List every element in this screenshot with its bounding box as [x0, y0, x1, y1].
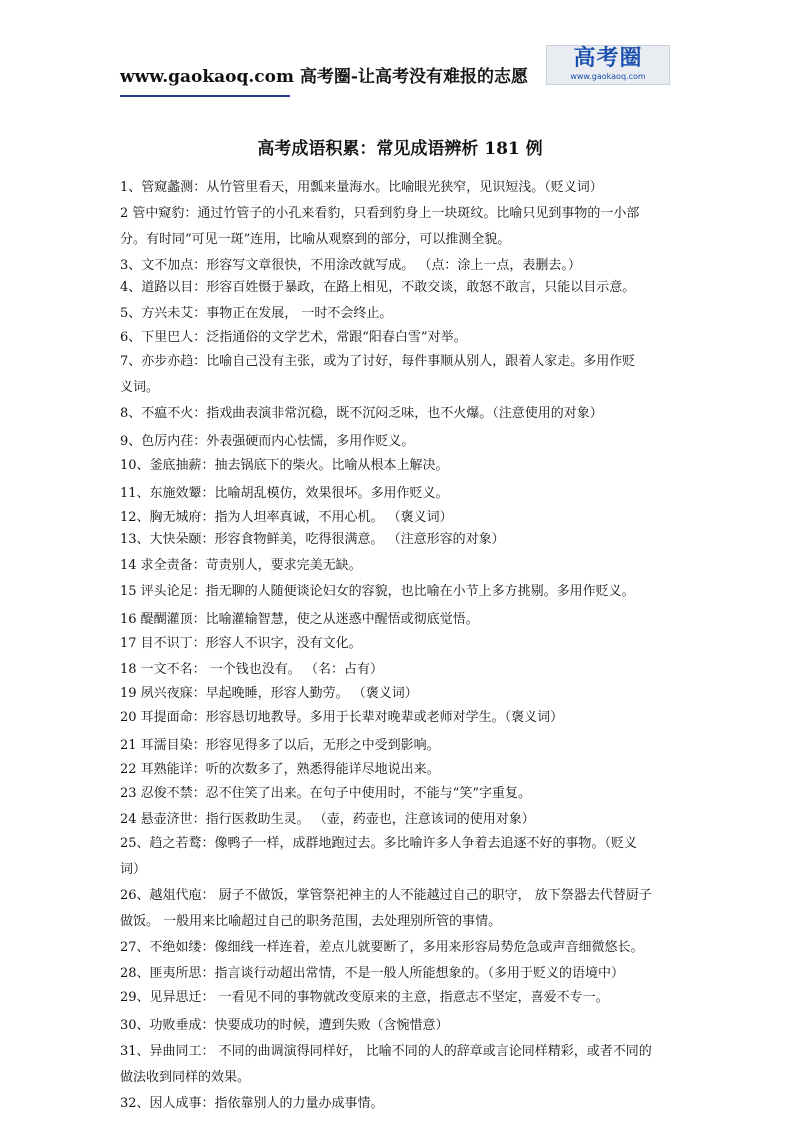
entry-line: 23 忍俊不禁：忍不住笑了出来。在句子中使用时，不能与“笑”字重复。: [120, 786, 531, 801]
logo-main-text: 高考圈: [573, 46, 643, 71]
header-site-text: www.gaokaoq.com 高考圈-让高考没有难报的志愿: [120, 67, 528, 87]
entry-line: 做法收到同样的效果。: [120, 1070, 251, 1085]
entry-line: 24 悬壶济世：指行医救助生灵。 （壶，药壶也，注意该词的使用对象）: [120, 812, 535, 827]
entry-line: 17 目不识丁：形容人不识字，没有文化。: [120, 636, 362, 651]
entry-line: 5、方兴未艾：事物正在发展， 一时不会终止。: [120, 306, 393, 321]
entry-line: 32、因人成事：指依靠别人的力量办成事情。: [120, 1096, 384, 1111]
entry-line: 1、管窥蠡测：从竹管里看天，用瓢来量海水。比喻眼光狭窄，见识短浅。（贬义词）: [120, 180, 603, 195]
entry-line: 分。有时同“可见一斑”连用，比喻从观察到的部分，可以推测全貌。: [120, 232, 511, 247]
entry-line: 词）: [120, 862, 147, 877]
entry-line: 做饭。 一般用来比喻超过自己的职务范围，去处理别所管的事情。: [120, 914, 502, 929]
entry-line: 9、色厉内荏：外表强硬而内心怯懦，多用作贬义。: [120, 434, 415, 449]
entry-line: 21 耳濡目染：形容见得多了以后，无形之中受到影响。: [120, 738, 440, 753]
entry-line: 10、釜底抽薪：抽去锅底下的柴火。比喻从根本上解决。: [120, 458, 449, 473]
entry-line: 7、亦步亦趋：比喻自己没有主张，或为了讨好，每件事顺从别人，跟着人家走。多用作贬: [120, 354, 636, 369]
entry-line: 16 醍醐灌顶：比喻灌输智慧，使之从迷惑中醒悟或彻底觉悟。: [120, 612, 479, 627]
entry-line: 31、异曲同工： 不同的曲调演得同样好， 比喻不同的人的辞章或言论同样精彩，或者不同的: [120, 1044, 652, 1059]
entry-line: 11、东施效颦：比喻胡乱模仿，效果很坏。多用作贬义。: [120, 486, 449, 501]
entry-line: 4、道路以目：形容百姓慑于暴政，在路上相见，不敢交谈，敢怒不敢言，只能以目示意。: [120, 280, 636, 295]
entry-line: 3、文不加点：形容写文章很快，不用涂改就写成。 （点：涂上一点，表删去。）: [120, 258, 581, 273]
entry-line: 30、功败垂成：快要成功的时候，遭到失败（含惋惜意）: [120, 1018, 449, 1033]
header-underline: [120, 95, 290, 97]
entry-line: 19 夙兴夜寐：早起晚睡，形容人勤劳。 （褒义词）: [120, 686, 418, 701]
entry-line: 2 管中窥豹：通过竹管子的小孔来看豹，只看到豹身上一块斑纹。比喻只见到事物的一小部: [120, 206, 640, 221]
entry-line: 义词。: [120, 380, 160, 395]
gaokaoq-logo: [546, 45, 670, 85]
entry-line: 29、见异思迁： 一看见不同的事物就改变原来的主意，指意志不坚定，喜爱不专一。: [120, 990, 609, 1005]
entry-line: 22 耳熟能详：听的次数多了，熟悉得能详尽地说出来。: [120, 762, 440, 777]
entry-line: 14 求全责备：苛责别人，要求完美无缺。: [120, 558, 362, 573]
entry-line: 28、匪夷所思：指言谈行动超出常情，不是一般人所能想象的。（多用于贬义的语境中）: [120, 966, 625, 981]
entry-line: 26、越俎代庖： 厨子不做饭，掌管祭祀神主的人不能越过自己的职守， 放下祭器去代替厨子: [120, 888, 652, 903]
entry-line: 8、不瘟不火：指戏曲表演非常沉稳，既不沉闷乏味，也不火爆。（注意使用的对象）: [120, 406, 603, 421]
entry-line: 12、胸无城府：指为人坦率真诚，不用心机。 （褒义词）: [120, 510, 453, 525]
entry-line: 15 评头论足：指无聊的人随便谈论妇女的容貌，也比喻在小节上多方挑剔。多用作贬义。: [120, 584, 635, 599]
entry-line: 25、趋之若鹜：像鸭子一样，成群地跑过去。多比喻许多人争着去追逐不好的事物。（贬义: [120, 836, 638, 851]
entry-line: 13、大快朵颐：形容食物鲜美，吃得很满意。 （注意形容的对象）: [120, 532, 505, 547]
entry-line: 27、不绝如缕：像细线一样连着，差点儿就要断了，多用来形容局势危急或声音细微悠长。: [120, 940, 644, 955]
entry-line: 20 耳提面命：形容恳切地教导。多用于长辈对晚辈或老师对学生。（褒义词）: [120, 710, 564, 725]
entry-line: 6、下里巴人：泛指通俗的文学艺术，常跟“阳春白雪”对举。: [120, 330, 467, 345]
logo-sub-text: www.gaokaoq.com: [570, 72, 646, 81]
document-title: 高考成语积累：常见成语辨析 181 例: [257, 139, 543, 159]
entry-line: 18 一文不名： 一个钱也没有。 （名：占有）: [120, 662, 383, 677]
